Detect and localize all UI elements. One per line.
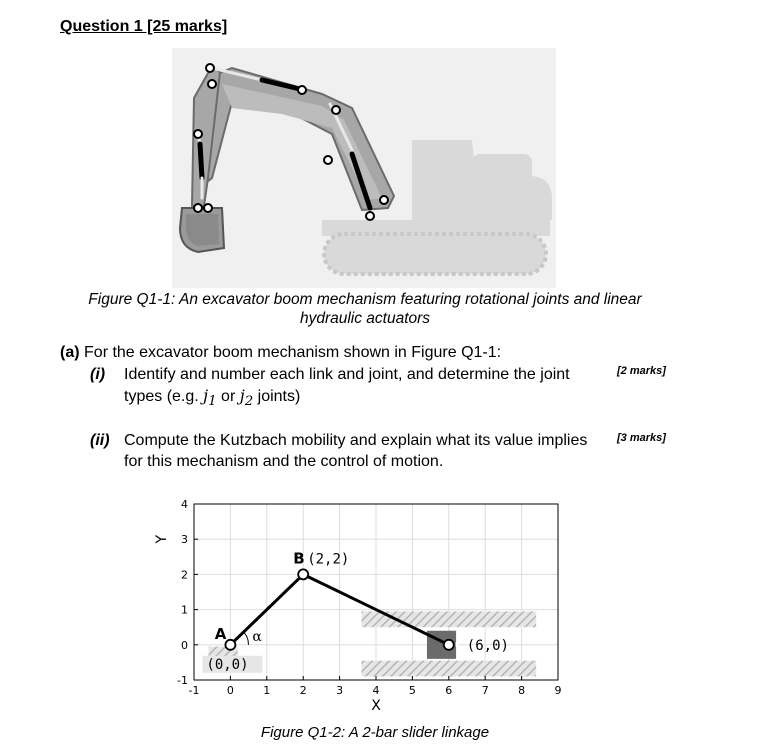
joint [332,106,340,114]
x-tick-label: 9 [554,684,562,697]
x-tick-label: 5 [408,684,416,697]
joint [206,64,214,72]
slider-rail-bottom [361,661,536,677]
point-name-A: A [214,624,227,643]
part-a-intro [60,344,501,362]
point-label-A: (0,0) [206,656,249,673]
joint [366,212,374,220]
joint [204,204,212,212]
sub-question-text: Identify and number each link and joint, and determine the joint types (e.g. $j_1$ or $j_2$ joints) [124,366,570,410]
roman-numeral: (ii) [90,432,110,449]
part-a-text: For the excavator boom mechanism shown in Figure Q1-1: [84,344,502,361]
marks-label: [2 marks] [617,365,666,377]
point-name-B: B [293,549,305,568]
y-tick-label: 2 [181,568,188,582]
x-tick-label: 7 [481,684,489,697]
joint [208,80,216,88]
x-tick-label: 8 [518,684,526,697]
x-tick-label: 1 [263,684,271,697]
linkage-marks [202,549,509,672]
roman-numeral: (i) [90,366,106,383]
joint [298,86,306,94]
joint [324,156,332,164]
joint [194,204,202,212]
linkage-plot [150,492,590,724]
x-tick-label: 4 [372,684,380,697]
point-name-C: C [454,635,466,654]
x-tick-label: 0 [226,684,234,697]
question-heading: Question 1 [25 marks] [60,18,228,35]
point-label-C: (6,0) [466,637,509,654]
joint-A [225,640,235,650]
y-axis-label: Y [154,534,170,544]
angle-arc [243,632,248,645]
x-tick-label: 6 [445,684,453,697]
part-a-label: (a) [60,344,80,361]
joint [380,196,388,204]
x-tick-label: 2 [299,684,307,697]
tick-marks [154,498,562,714]
angle-label: α [252,628,262,645]
figure2-caption: Figure Q1-2: A 2-bar slider linkage [260,724,490,741]
excavator-figure [172,48,556,288]
joint [194,130,202,138]
y-tick-label: 4 [181,498,188,511]
y-tick-label: -1 [177,674,188,687]
x-tick-label: 3 [336,684,344,697]
x-tick-label: -1 [188,684,200,697]
figure1-caption: Figure Q1-1: An excavator boom mechanism featuring rotational joints and linear hydraulic actuators [88,291,642,327]
y-tick-label: 3 [181,533,188,547]
x-axis-label: X [371,698,381,714]
excavator-tracks [324,234,546,274]
point-label-B: (2,2) [307,551,350,568]
joint-B [298,569,308,579]
y-tick-label: 0 [181,638,188,652]
joint-C [444,640,454,650]
marks-label: [3 marks] [617,432,666,444]
sub-question-text: Compute the Kutzbach mobility and explain what its value implies for this mechanism and the control of motion. [124,432,588,470]
y-tick-label: 1 [181,603,188,617]
